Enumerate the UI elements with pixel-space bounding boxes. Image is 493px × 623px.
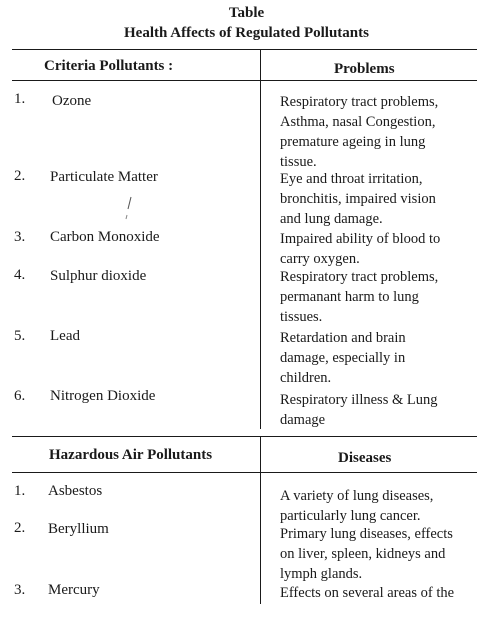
pollutant-name: Lead — [50, 328, 80, 344]
criteria-pollutants-header: Criteria Pollutants : — [44, 58, 174, 74]
diseases-header: Diseases — [338, 450, 392, 466]
pollutant-name: Asbestos — [48, 483, 103, 499]
pollutant-name: Carbon Monoxide — [50, 229, 160, 245]
problem-description: Respiratory tract problems, Asthma, nasal Congestion, premature ageing in lung tissue. — [280, 94, 439, 170]
problem-description: Retardation and brain damage, especially in children. — [280, 330, 406, 386]
row-number: 2. — [14, 520, 26, 536]
table-caption-label: Table — [228, 5, 265, 21]
column-divider-2 — [260, 436, 261, 604]
disease-description: A variety of lung diseases, particularly lung cancer. — [280, 488, 434, 524]
row-number: 3. — [14, 582, 26, 598]
pollutant-name: Ozone — [52, 93, 92, 109]
column-divider-1 — [260, 49, 261, 429]
pollutant-name: Sulphur dioxide — [50, 268, 147, 284]
row-number: 6. — [14, 388, 26, 404]
pollutant-name: Mercury — [48, 582, 100, 598]
problem-description: Impaired ability of blood to carry oxygen. — [280, 231, 441, 267]
problem-description: Respiratory tract problems, permanant harm to lung tissues. — [280, 269, 439, 325]
row-number: 1. — [14, 483, 26, 499]
section-rule — [12, 436, 477, 437]
row-number: 1. — [14, 91, 26, 107]
table-caption-title: Health Affects of Regulated Pollutants — [124, 25, 369, 41]
stray-pen-mark — [124, 196, 132, 222]
disease-description: Primary lung diseases, effects on liver, spleen, kidneys and lymph glands. — [280, 526, 453, 582]
header-rule-1 — [12, 80, 477, 81]
header-rule-2 — [12, 472, 477, 473]
row-number: 5. — [14, 328, 26, 344]
pollutant-name: Nitrogen Dioxide — [50, 388, 156, 404]
row-number: 4. — [14, 267, 26, 283]
disease-description: Effects on several areas of the — [280, 585, 455, 601]
row-number: 3. — [14, 229, 26, 245]
pollutant-name: Beryllium — [48, 521, 109, 537]
pollutant-name: Particulate Matter — [50, 169, 158, 185]
hazardous-pollutants-header: Hazardous Air Pollutants — [49, 447, 213, 463]
problem-description: Respiratory illness & Lung damage — [280, 392, 438, 428]
top-rule — [12, 49, 477, 50]
problem-description: Eye and throat irritation, bronchitis, impaired vision and lung damage. — [280, 171, 436, 227]
problems-header: Problems — [334, 61, 395, 77]
row-number: 2. — [14, 168, 26, 184]
